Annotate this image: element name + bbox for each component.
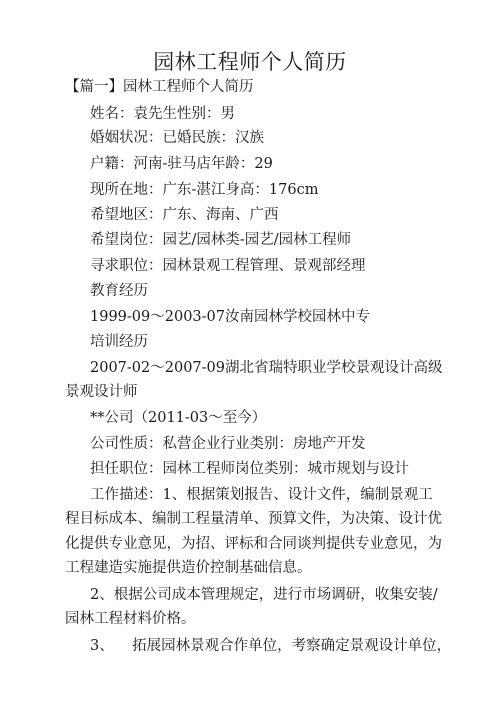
text-line: 2、根据公司成本管理规定，进行市场调研，收集安装/ bbox=[90, 587, 438, 603]
text-line: 1999-09～2003-07汝南园林学校园林中专 bbox=[90, 309, 371, 325]
text-line: 公司性质：私营企业行业类别：房地产开发 bbox=[90, 436, 366, 452]
text-line: 园林工程材料价格。 bbox=[65, 611, 196, 627]
text-line: 化提供专业意见，为招、评标和合同谈判提供专业意见，为 bbox=[65, 536, 442, 552]
text-line: 工作描述：1、根据策划报告、设计文件，编制景观工 bbox=[90, 487, 433, 503]
section-heading: 【篇一】园林工程师个人简历 bbox=[65, 79, 254, 95]
text-line: 3、 拓展园林景观合作单位，考察确定景观设计单位， bbox=[90, 638, 452, 654]
text-line: 程目标成本、编制工程量清单、预算文件，为决策、设计优 bbox=[65, 511, 442, 527]
text-line: 工程建造实施提供造价控制基础信息。 bbox=[65, 560, 312, 576]
text-line: 现所在地：广东-湛江身高：176cm bbox=[90, 182, 319, 198]
text-line: 寻求职位：园林景观工程管理、景观部经理 bbox=[90, 258, 366, 274]
text-line: 景观设计师 bbox=[65, 384, 138, 400]
text-line: 户籍：河南-驻马店年龄：29 bbox=[90, 156, 273, 172]
text-line: **公司（2011-03～至今） bbox=[90, 410, 267, 426]
text-line: 希望岗位：园艺/园林类-园艺/园林工程师 bbox=[90, 232, 352, 248]
text-line: 希望地区：广东、海南、广西 bbox=[90, 207, 279, 223]
text-line: 2007-02～2007-09湖北省瑞特职业学校景观设计高级 bbox=[90, 360, 443, 376]
text-line: 婚姻状况：已婚民族：汉族 bbox=[90, 130, 264, 146]
page-title: 园林工程师个人简历 bbox=[153, 50, 347, 74]
subheading: 教育经历 bbox=[90, 283, 148, 299]
text-line: 担任职位：园林工程师岗位类别：城市规划与设计 bbox=[90, 461, 409, 477]
text-line: 姓名：袁先生性别：男 bbox=[90, 106, 235, 122]
subheading: 培训经历 bbox=[90, 334, 148, 350]
